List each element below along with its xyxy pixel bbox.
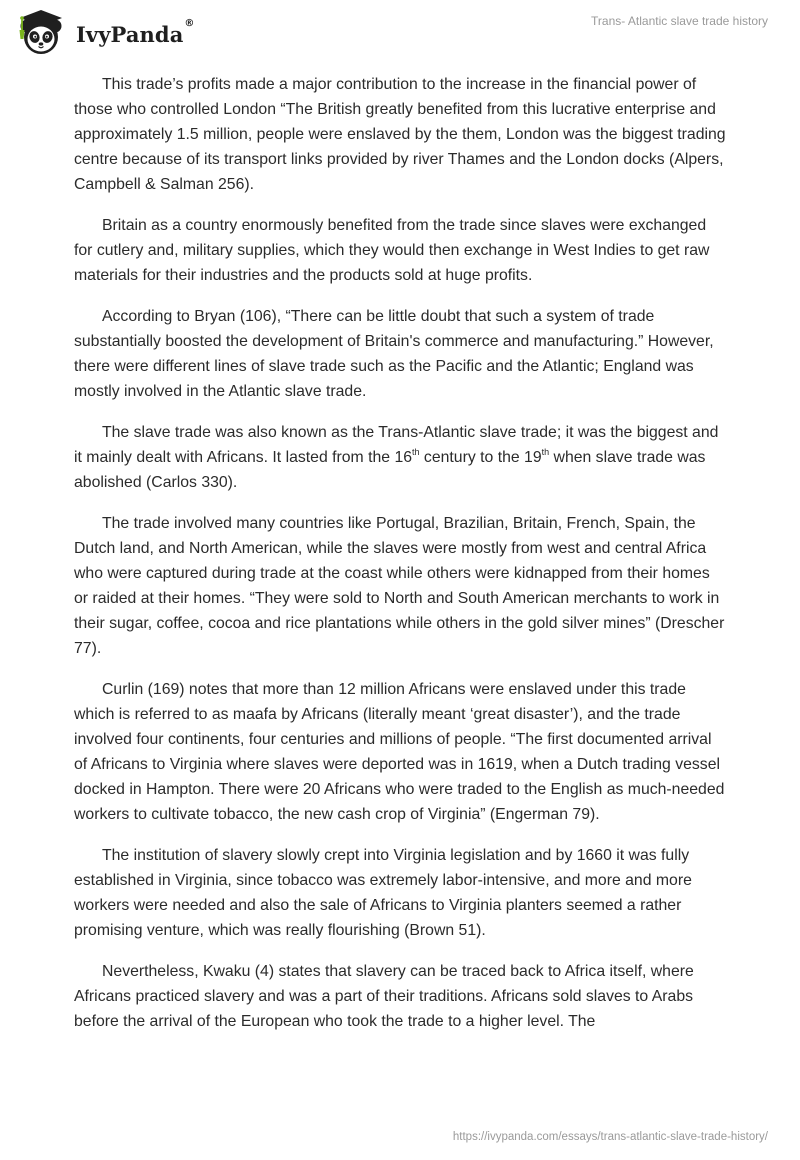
brand-name: [76, 17, 195, 47]
paragraph-6: Curlin (169) notes that more than 12 million Africans were enslaved under this trade which is referred to as maafa by Africans (literally meant ‘great disaster’), and the trade involved four continents, four centuries and millions of people. “The first documented arrival of Africans to Virginia where slaves were deported was in 1619, when a Dutch trading vessel docked in Hampton. There were 20 Africans who were traded to the English as much-needed workers to cultivate tobacco, the new cash crop of Virginia” (Engerman 79).: [74, 681, 725, 823]
paragraph-2: Britain as a country enormously benefited from the trade since slaves were exchanged for cutlery and, military supplies, which they would then exchange in West Indies to get raw materials for their industries and the products sold at huge profits.: [74, 217, 710, 284]
page-header: [0, 0, 800, 70]
ordinal-suffix: th: [412, 446, 420, 457]
paragraph-8: Nevertheless, Kwaku (4) states that slavery can be traced back to Africa itself, where Africans practiced slavery and was a part of their traditions. Africans sold slaves to Arabs before the arrival of the European who took the trade to a higher level. The: [74, 963, 694, 1030]
registered-mark: ®: [184, 17, 195, 29]
paragraph-3: According to Bryan (106), “There can be little doubt that such a system of trade substantially boosted the development of Britain's commerce and manufacturing.” However, there were different lines of slave trade such as the Pacific and the Atlantic; England was mostly involved in the Atlantic slave trade.: [74, 308, 714, 400]
paragraph-7: The institution of slavery slowly crept into Virginia legislation and by 1660 it was fully established in Virginia, since tobacco was extremely labor-intensive, and more and more workers were needed and also the sale of Africans to Virginia planters seemed a rather promising venture, which was really flourishing (Brown 51).: [74, 847, 692, 939]
paragraph-4-part-2: century to the 19: [419, 449, 542, 466]
essay-body: [74, 72, 726, 1050]
document-title: Trans- Atlantic slave trade history: [591, 14, 768, 28]
paragraph-4-part-3: when slave trade was abolished (Carlos 330).: [74, 449, 706, 491]
paragraph-1: This trade’s profits made a major contribution to the increase in the financial power of those who controlled London “The British greatly benefited from this lucrative enterprise and approximately 1.5 million, people were enslaved by the them, London was the biggest trading centre because of its transport links provided by river Thames and the London docks (Alpers, Campbell & Salman 256).: [74, 76, 726, 193]
brand-logo[interactable]: [14, 6, 195, 58]
source-url[interactable]: https://ivypanda.com/essays/trans-atlantic-slave-trade-history/: [452, 1131, 768, 1143]
panda-graduation-cap-icon: [14, 6, 68, 58]
paragraph-4: [74, 420, 726, 495]
paragraph-4-part-1: The slave trade was also known as the Trans-Atlantic slave trade; it was the biggest and it mainly dealt with Africans. It lasted from the 16: [74, 424, 719, 466]
paragraph-5: The trade involved many countries like Portugal, Brazilian, Britain, French, Spain, the Dutch land, and North American, while the slaves were mostly from west and central Africa who were captured during trade at the coast while others were kidnapped from their homes or raided at their homes. “They were sold to North and South American merchants to work in their sugar, coffee, cocoa and rice plantations while others in the gold silver mines” (Drescher 77).: [74, 515, 725, 657]
ordinal-suffix: th: [541, 446, 550, 457]
brand-name-text: IvyPanda: [76, 21, 184, 47]
